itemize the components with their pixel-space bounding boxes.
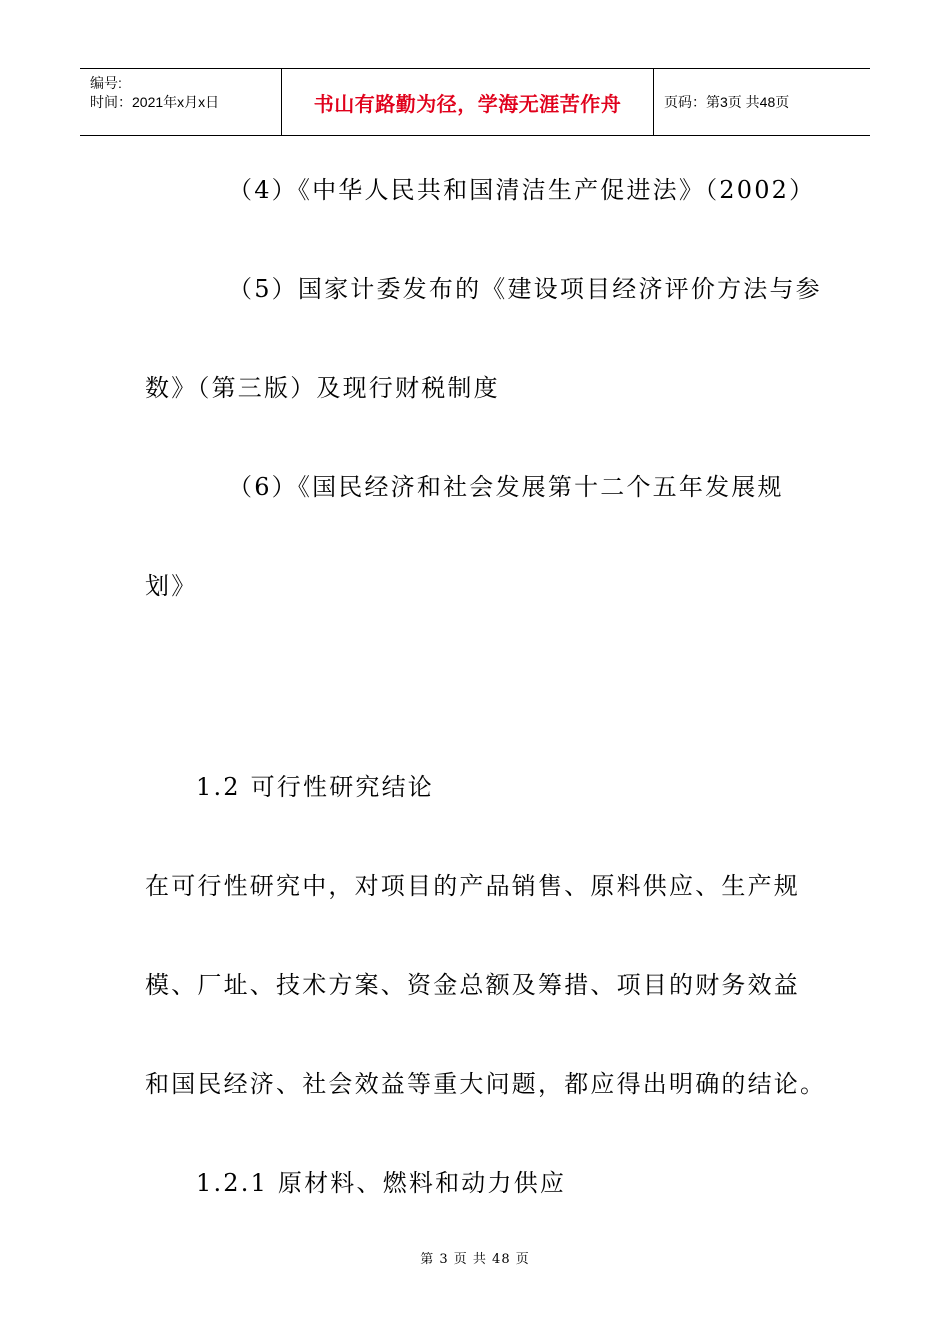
paragraph-line-1: 在可行性研究中，对项目的产品销售、原料供应、生产规 — [145, 872, 800, 900]
paragraph-line-2: 模、厂址、技术方案、资金总额及筹措、项目的财务效益 — [145, 971, 800, 999]
header-motto-cell — [282, 69, 654, 135]
motto-text: 书山有路勤为径，学海无涯苦作舟 — [313, 91, 622, 116]
section-heading-1-2-1: 1.2.1 原材料、燃料和动力供应 — [196, 1169, 567, 1197]
page-header — [80, 68, 870, 136]
page-footer: 第 3 页 共 48 页 — [420, 1252, 530, 1267]
reference-item-6: （6）《国民经济和社会发展第十二个五年发展规 — [228, 473, 784, 501]
header-page-info: 页码：第3页 共48页 — [664, 94, 790, 110]
paragraph-line-3: 和国民经济、社会效益等重大问题，都应得出明确的结论。 — [145, 1070, 827, 1098]
section-heading-1-2: 1.2 可行性研究结论 — [196, 773, 434, 801]
header-page-cell — [654, 69, 870, 135]
header-meta-cell — [80, 69, 282, 135]
reference-item-5-cont: 数》（第三版）及现行财税制度 — [145, 374, 500, 402]
reference-item-6-cont: 划》 — [145, 572, 198, 600]
document-number-label: 编号: — [90, 75, 122, 91]
reference-item-4: （4）《中华人民共和国清洁生产促进法》（2002） — [228, 176, 816, 204]
reference-item-5: （5）国家计委发布的《建设项目经济评价方法与参 — [228, 275, 822, 303]
document-time: 时间：2021年x月x日 — [90, 94, 220, 110]
